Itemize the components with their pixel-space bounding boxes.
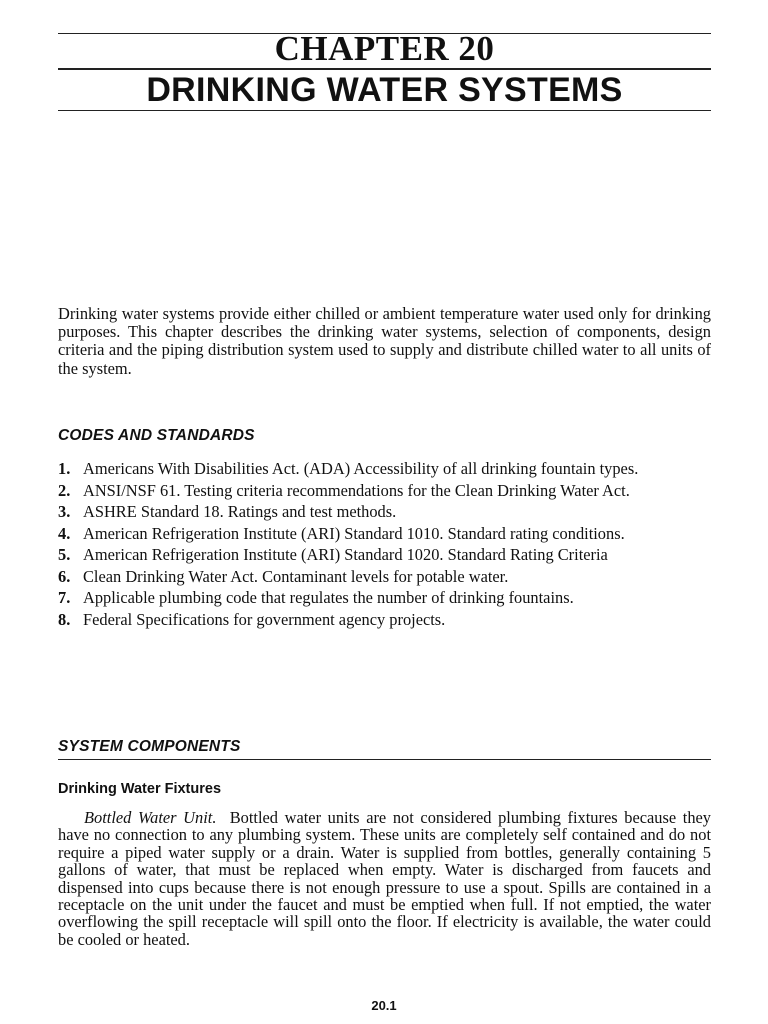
bottled-water-unit-paragraph: [58, 809, 711, 948]
list-item-text: American Refrigeration Institute (ARI) Standard 1020. Standard Rating Criteria: [83, 545, 608, 564]
list-item-text: ASHRE Standard 18. Ratings and test methods.: [83, 502, 397, 521]
list-item: [58, 589, 711, 607]
list-item-number: 2.: [58, 480, 71, 500]
list-item-number: 5.: [58, 545, 71, 564]
list-item-number: 3.: [58, 502, 71, 521]
intro-paragraph: Drinking water systems provide either chilled or ambient temperature water used only for drinking purposes. This chapter describes the drinking water systems, selection of components, design criteria and the piping distribution system used to supply and distribute chilled water to all units of the system.: [58, 304, 711, 378]
list-item-number: 8.: [58, 609, 71, 629]
list-item: [58, 611, 711, 629]
list-item-number: 6.: [58, 566, 71, 586]
run-in-heading: Bottled Water Unit.: [84, 808, 217, 827]
codes-and-standards-heading: CODES AND STANDARDS: [58, 427, 255, 444]
chapter-label: CHAPTER 20: [274, 29, 495, 68]
list-item-text: Americans With Disabilities Act. (ADA) Accessibility of all drinking fountain types.: [83, 459, 639, 478]
list-item-text: ANSI/NSF 61. Testing criteria recommendations for the Clean Drinking Water Act.: [83, 480, 630, 500]
standards-list: [58, 460, 711, 632]
list-item-number: 7.: [58, 588, 71, 607]
list-item: [58, 460, 711, 478]
list-item-number: 1.: [58, 459, 71, 478]
list-item-text: Clean Drinking Water Act. Contaminant levels for potable water.: [83, 566, 509, 586]
list-item: [58, 482, 711, 500]
chapter-title: DRINKING WATER SYSTEMS: [146, 71, 623, 109]
list-item-text: Applicable plumbing code that regulates the number of drinking fountains.: [83, 588, 574, 607]
header-rule-bottom: [58, 110, 711, 111]
list-item: [58, 503, 711, 521]
page-number: 20.1: [371, 998, 397, 1013]
list-item: [58, 568, 711, 586]
drinking-water-fixtures-subheading: Drinking Water Fixtures: [58, 781, 222, 797]
list-item: [58, 546, 711, 564]
system-components-heading: SYSTEM COMPONENTS: [58, 738, 711, 760]
list-item-text: Federal Specifications for government agency projects.: [83, 609, 446, 629]
list-item: [58, 525, 711, 543]
list-item-number: 4.: [58, 523, 71, 543]
list-item-text: American Refrigeration Institute (ARI) Standard 1010. Standard rating conditions.: [83, 523, 625, 543]
paragraph-text: Bottled water units are not considered plumbing fixtures because they have no connection to any plumbing system. These units are completely self contained and do not require a piped water supply or a drain. Water is supplied from bottles, generally containing 5 gallons of water, that must be replaced when empty. Water is discharged from faucets and dispensed into cups because there is not enough pressure to use a spout. Spills are contained in a receptacle on the unit under the faucet and must be emptied when full. If not emptied, the water overflowing the spill receptacle will spill onto the floor. If electricity is available, the water could be cooled or heated.: [58, 808, 711, 949]
